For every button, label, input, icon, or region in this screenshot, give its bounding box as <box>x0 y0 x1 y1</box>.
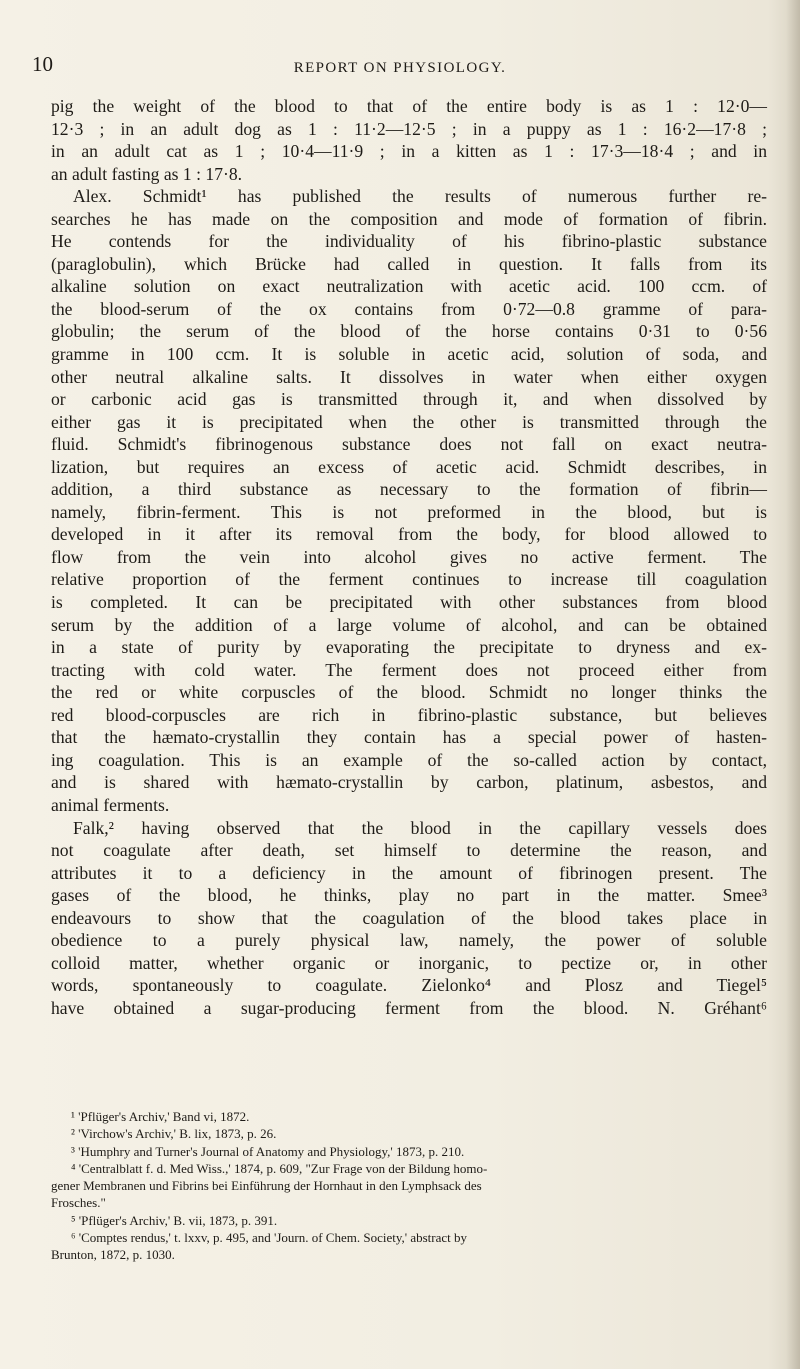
footnote: ² 'Virchow's Archiv,' B. lix, 1873, p. 26. <box>71 1126 277 1142</box>
text-line: words, spontaneously to coagulate. Zielonko⁴ and Plosz and Tiegel⁵ <box>51 975 767 996</box>
text-line: have obtained a sugar-producing ferment from the blood. N. Gréhant⁶ <box>51 997 767 1018</box>
text-line: He contends for the individuality of his fibrino-plastic substance <box>51 231 767 252</box>
text-line: colloid matter, whether organic or inorganic, to pectize or, in other <box>51 952 767 973</box>
text-line: globulin; the serum of the blood of the horse contains 0·31 to 0·56 <box>51 321 767 342</box>
page-edge-shadow <box>786 0 800 1369</box>
footnote-continuation: Brunton, 1872, p. 1030. <box>51 1247 175 1263</box>
text-line: searches he has made on the composition and mode of formation of fibrin. <box>51 208 767 229</box>
text-line: animal ferments. <box>51 794 170 815</box>
text-line: the blood-serum of the ox contains from 0·72—0.8 gramme of para- <box>51 298 767 319</box>
text-line: red blood-corpuscles are rich in fibrino-plastic substance, but believes <box>51 704 767 725</box>
text-line: other neutral alkaline salts. It dissolves in water when either oxygen <box>51 366 767 387</box>
text-line: not coagulate after death, set himself to determine the reason, and <box>51 840 767 861</box>
text-line: either gas it is precipitated when the other is transmitted through the <box>51 411 767 432</box>
text-line: gramme in 100 ccm. It is soluble in acetic acid, solution of soda, and <box>51 344 767 365</box>
text-line: (paraglobulin), which Brücke had called in question. It falls from its <box>51 253 767 274</box>
footnote-continuation: gener Membranen und Fibrins bei Einführung der Hornhaut in den Lymphsack des <box>51 1178 482 1194</box>
text-line: Alex. Schmidt¹ has published the results of numerous further re- <box>73 186 767 207</box>
text-line: alkaline solution on exact neutralization with acetic acid. 100 ccm. of <box>51 276 767 297</box>
text-line: lization, but requires an excess of acetic acid. Schmidt describes, in <box>51 456 767 477</box>
text-line: in a state of purity by evaporating the precipitate to dryness and ex- <box>51 637 767 658</box>
body-text <box>51 95 767 1019</box>
text-line: tracting with cold water. The ferment does not proceed either from <box>51 659 767 680</box>
text-line: pig the weight of the blood to that of the entire body is as 1 : 12·0— <box>51 96 767 116</box>
page-number: 10 <box>32 52 53 76</box>
text-line: addition, a third substance as necessary to the formation of fibrin— <box>51 479 767 500</box>
footnote: ¹ 'Pflüger's Archiv,' Band vi, 1872. <box>71 1109 250 1124</box>
text-line: namely, fibrin-ferment. This is not preformed in the blood, but is <box>51 501 767 522</box>
text-line: in an adult cat as 1 ; 10·4—11·9 ; in a kitten as 1 : 17·3—18·4 ; and in <box>51 141 767 162</box>
footnote-continuation: Frosches." <box>51 1195 106 1211</box>
text-line: developed in it after its removal from the body, for blood allowed to <box>51 524 767 545</box>
text-line: the red or white corpuscles of the blood. Schmidt no longer thinks the <box>51 682 767 703</box>
text-line: 12·3 ; in an adult dog as 1 : 11·2—12·5 ; in a puppy as 1 : 16·2—17·8 ; <box>51 118 767 139</box>
text-line: flow from the vein into alcohol gives no active ferment. The <box>51 546 767 567</box>
text-line: attributes it to a deficiency in the amount of fibrinogen present. The <box>51 862 767 883</box>
footnote: ⁵ 'Pflüger's Archiv,' B. vii, 1873, p. 391. <box>71 1212 278 1228</box>
footnote: ³ 'Humphry and Turner's Journal of Anatomy and Physiology,' 1873, p. 210. <box>71 1143 465 1159</box>
text-line: is completed. It can be precipitated with other substances from blood <box>51 592 767 613</box>
footnotes <box>51 1108 767 1264</box>
text-line: fluid. Schmidt's fibrinogenous substance does not fall on exact neutra- <box>51 434 767 455</box>
text-line: and is shared with hæmato-crystallin by carbon, platinum, asbestos, and <box>51 772 767 793</box>
text-line: serum by the addition of a large volume of alcohol, and can be obtained <box>51 614 767 635</box>
text-line: or carbonic acid gas is transmitted through it, and when dissolved by <box>51 389 767 410</box>
footnote: ⁴ 'Centralblatt f. d. Med Wiss.,' 1874, p. 609, "Zur Frage von der Bildung homo- <box>71 1160 488 1176</box>
text-line: relative proportion of the ferment continues to increase till coagulation <box>51 569 767 590</box>
text-line: ing coagulation. This is an example of the so-called action by contact, <box>51 749 767 770</box>
text-line: endeavours to show that the coagulation of the blood takes place in <box>51 907 767 928</box>
footnote: ⁶ 'Comptes rendus,' t. lxxv, p. 495, and 'Journ. of Chem. Society,' abstract by <box>71 1230 468 1246</box>
running-head: REPORT ON PHYSIOLOGY. <box>293 60 507 76</box>
text-line: that the hæmato-crystallin they contain has a special power of hasten- <box>51 727 767 748</box>
text-line: Falk,² having observed that the blood in the capillary vessels does <box>73 817 767 838</box>
text-line: obedience to a purely physical law, namely, the power of soluble <box>51 930 767 951</box>
text-line: gases of the blood, he thinks, play no part in the matter. Smee³ <box>51 885 767 906</box>
text-line: an adult fasting as 1 : 17·8. <box>51 163 243 184</box>
